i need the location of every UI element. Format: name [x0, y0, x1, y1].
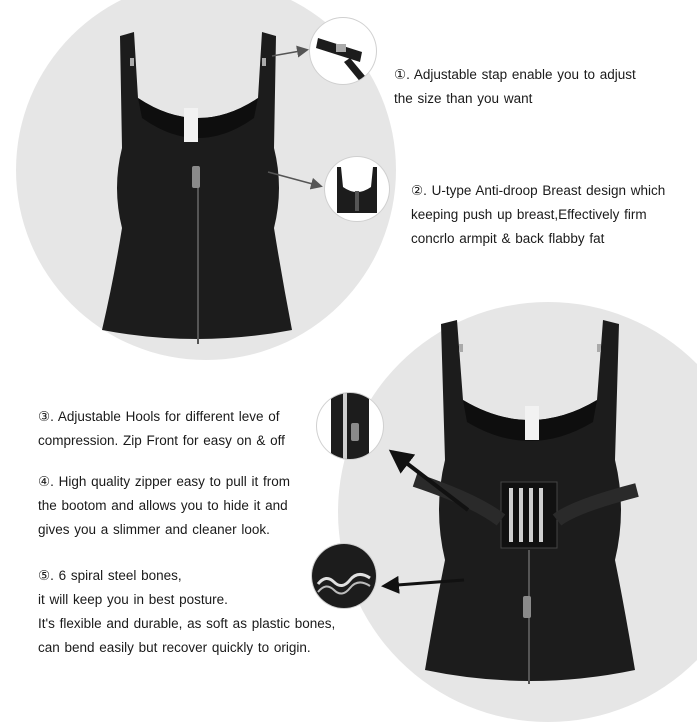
arrow-bones — [384, 580, 464, 586]
feature-3-text — [38, 405, 285, 453]
feature-1-text — [394, 63, 636, 111]
feature-5-line-3: It's flexible and durable, as soft as plastic bones, — [38, 616, 336, 631]
feature-5-line-4: can bend easily but recover quickly to origin. — [38, 640, 311, 655]
feature-4-line-3: gives you a slimmer and cleaner look. — [38, 522, 270, 537]
feature-2-text — [411, 179, 665, 251]
feature-1-line-1: ①. Adjustable stap enable you to adjust — [394, 67, 636, 82]
feature-4-text — [38, 470, 290, 542]
feature-3-line-1: ③. Adjustable Hools for different leve of — [38, 409, 280, 424]
feature-5-text — [38, 564, 335, 660]
feature-5-line-1: ⑤. 6 spiral steel bones, — [38, 568, 182, 583]
feature-3-line-2: compression. Zip Front for easy on & off — [38, 433, 285, 448]
feature-2-line-2: keeping push up breast,Effectively firm — [411, 207, 647, 222]
arrow-hooks — [392, 452, 468, 510]
feature-2-line-1: ②. U-type Anti-droop Breast design which — [411, 183, 666, 198]
feature-2-line-3: concrlo armpit & back flabby fat — [411, 231, 605, 246]
arrow-breast — [268, 172, 320, 186]
feature-4-line-1: ④. High quality zipper easy to pull it from — [38, 474, 290, 489]
feature-5-line-2: it will keep you in best posture. — [38, 592, 228, 607]
feature-4-line-2: the bootom and allows you to hide it and — [38, 498, 288, 513]
feature-1-line-2: the size than you want — [394, 91, 533, 106]
arrow-strap — [272, 50, 306, 56]
